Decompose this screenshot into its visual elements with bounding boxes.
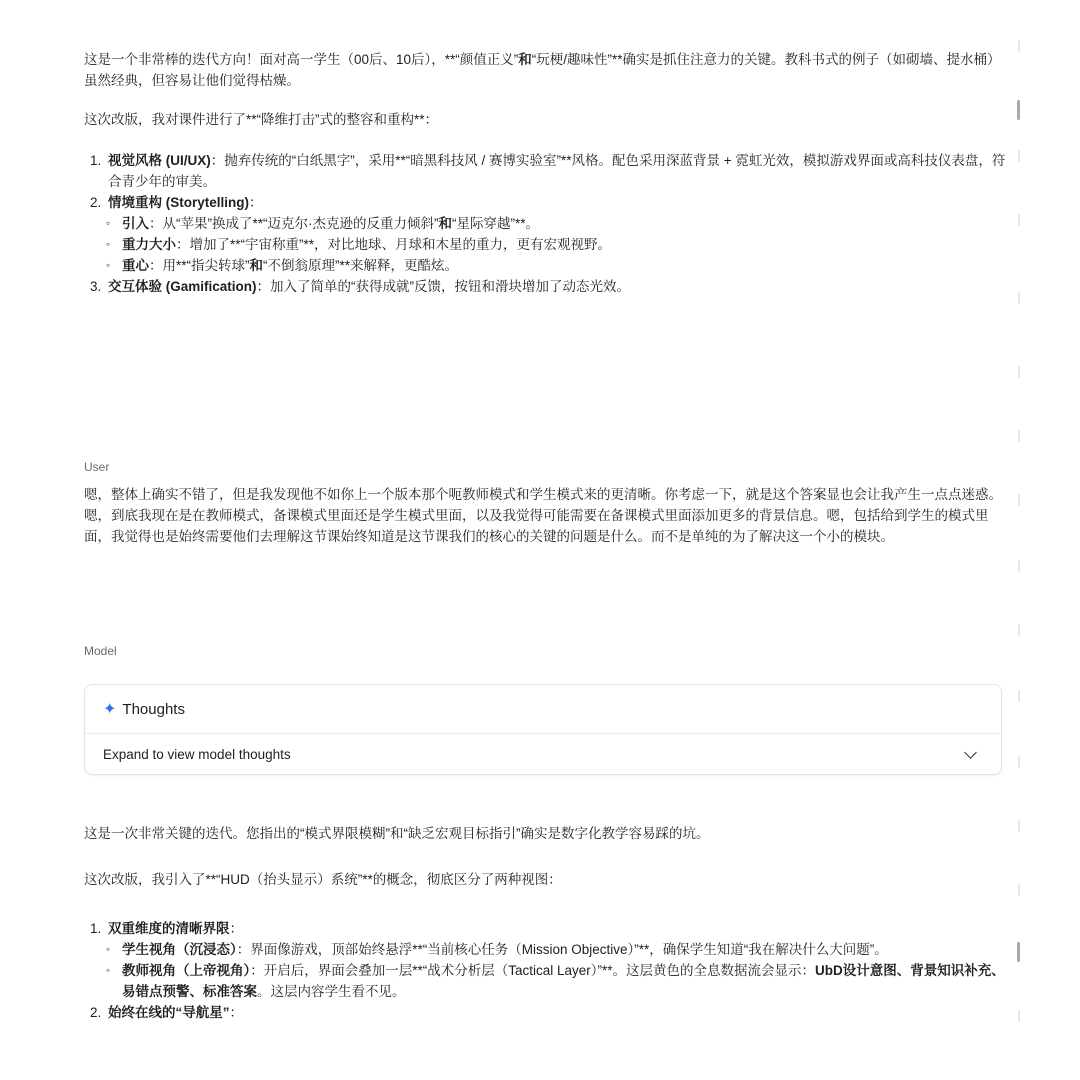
list-item-label: 始终在线的“导航星” (108, 1005, 230, 1020)
sub-list-item (84, 255, 1009, 276)
list-item-label: 视觉风格 (UI/UX) (108, 153, 211, 168)
text-run: 这是一个非常棒的迭代方向！面对高一学生（00后、10后），**“颜值正义” (84, 52, 519, 67)
text-run: 。这层内容学生看不见。 (257, 984, 406, 999)
role-label-user: User (84, 460, 110, 474)
model-response-1 (84, 49, 1009, 297)
bold-run: 和 (438, 216, 452, 231)
text-run: ：用**“指尖转球” (149, 258, 250, 273)
text-run: “玩梗/趣味性”**确实是抓住注意力的关键。教科书式的例子（如砌墙、提水桶）虽然经典，但容易让他们觉得枯燥。 (84, 52, 1001, 88)
list-item (84, 276, 1009, 297)
scroll-marker[interactable] (1018, 756, 1020, 768)
circle-bullet-icon: ◦ (106, 963, 111, 977)
bold-run: UbD设计意图、背景知识补充、易错点预警、标准答案 (122, 963, 1005, 999)
text-run: “不倒翁原理”**来解释，更酷炫。 (263, 258, 458, 273)
text-run: ：增加了**“宇宙称重”**，对比地球、月球和木星的重力，更有宏观视野。 (176, 237, 612, 252)
bold-run: 和 (249, 258, 263, 273)
scroll-marker[interactable] (1018, 430, 1020, 442)
list-number: 1. (90, 153, 102, 168)
list-item-text: ：加入了简单的“获得成就”反馈，按钮和滑块增加了动态光效。 (256, 279, 631, 294)
circle-bullet-icon: ◦ (106, 258, 111, 272)
circle-bullet-icon: ◦ (106, 237, 111, 251)
ordered-list (84, 918, 1009, 1023)
response-paragraph: 这是一次非常关键的迭代。您指出的“模式界限模糊”和“缺乏宏观目标指引”确实是数字化教学容易踩的坑。 (84, 826, 710, 841)
scroll-marker[interactable] (1018, 292, 1020, 304)
scroll-thumb[interactable] (1017, 942, 1020, 962)
chevron-down-icon[interactable] (964, 746, 977, 759)
sub-list-item (84, 960, 1009, 1002)
list-item (84, 150, 1009, 192)
list-item-text: ：抛弃传统的“白纸黑字”，采用**“暗黑科技风 / 赛博实验室”**风格。配色采用深蓝背景 + 霓虹光效，模拟游戏界面或高科技仪表盘，符合青少年的审美。 (108, 153, 1006, 189)
text-run: “星际穿越”**。 (452, 216, 539, 231)
scroll-marker[interactable] (1018, 494, 1020, 506)
list-item (84, 918, 1009, 1002)
thoughts-header (85, 685, 1001, 734)
expand-thoughts-label: Expand to view model thoughts (103, 746, 291, 762)
scroll-marker[interactable] (1018, 690, 1020, 702)
scroll-marker[interactable] (1018, 560, 1020, 572)
list-item-text: ： (229, 1005, 243, 1020)
response-paragraph: 这次改版，我对课件进行了**“降维打击”式的整容和重构**： (84, 112, 439, 127)
bold-run: 和 (518, 52, 532, 67)
list-item-label: 情境重构 (Storytelling) (108, 195, 249, 210)
thoughts-title: Thoughts (122, 700, 185, 718)
text-run: ：从“苹果”换成了**“迈克尔·杰克逊的反重力倾斜” (149, 216, 439, 231)
sub-list (84, 213, 1009, 276)
sub-item-label: 引入 (122, 216, 149, 231)
list-item-label: 交互体验 (Gamification) (108, 279, 257, 294)
scroll-marker[interactable] (1018, 214, 1020, 226)
list-number: 2. (90, 1005, 102, 1020)
list-number: 2. (90, 195, 102, 210)
scroll-marker[interactable] (1018, 40, 1020, 52)
response-paragraph: 这次改版，我引入了**“HUD（抬头显示）系统”**的概念，彻底区分了两种视图： (84, 872, 562, 887)
ordered-list (84, 150, 1009, 297)
sub-item-label: 重心 (122, 258, 149, 273)
thoughts-panel (84, 684, 1002, 775)
list-item (84, 1002, 1009, 1023)
model-response-2 (84, 644, 1009, 1023)
list-item-text: ： (249, 195, 263, 210)
text-run: ：界面像游戏，顶部始终悬浮**“当前核心任务（Mission Objective）”**，确保学生知道“我在解决什么大问题”。 (236, 942, 888, 957)
list-number: 3. (90, 279, 102, 294)
user-message-text: 嗯，整体上确实不错了，但是我发现他不如你上一个版本那个呃教师模式和学生模式来的更清晰。你考虑一下，就是这个答案显也会让我产生一点点迷惑。嗯，到底我现在是在教师模式，备课模式里面还是学生模式里面，以及我觉得可能需要在备课模式里面添加更多的背景信息。嗯，包括给到学生的模式里面，我觉得也是始终需要他们去理解这节课始终知道是这节课我们的核心的关键的问题是什么。而不是单纯的为了解决这一个小的模块。 (84, 487, 1002, 544)
sub-item-label: 重力大小 (122, 237, 176, 252)
sub-list-item (84, 213, 1009, 234)
sub-list-item (84, 939, 1009, 960)
list-number: 1. (90, 921, 102, 936)
scrollbar[interactable] (1018, 0, 1020, 1080)
scroll-marker[interactable] (1018, 884, 1020, 896)
list-item (84, 192, 1009, 276)
user-message (84, 460, 1009, 547)
circle-bullet-icon: ◦ (106, 216, 111, 230)
scroll-marker[interactable] (1018, 1010, 1020, 1022)
sub-item-label: 学生视角（沉浸态） (122, 942, 237, 957)
response-paragraph (84, 49, 1009, 91)
list-item-text: ： (229, 921, 243, 936)
sparkle-icon: ✦ (103, 701, 117, 718)
scroll-marker[interactable] (1018, 624, 1020, 636)
scroll-marker[interactable] (1018, 366, 1020, 378)
circle-bullet-icon: ◦ (106, 942, 111, 956)
scroll-marker[interactable] (1018, 820, 1020, 832)
text-run: ：开启后，界面会叠加一层**“战术分析层（Tactical Layer）”**。这层黄色的全息数据流会显示： (250, 963, 816, 978)
list-item-label: 双重维度的清晰界限 (108, 921, 230, 936)
sub-list (84, 939, 1009, 1002)
sub-list-item (84, 234, 1009, 255)
scroll-marker[interactable] (1018, 150, 1020, 162)
scroll-thumb[interactable] (1017, 100, 1020, 120)
expand-thoughts-button[interactable] (85, 734, 1001, 774)
sub-item-label: 教师视角（上帝视角） (122, 963, 251, 978)
role-label-model: Model (84, 644, 117, 658)
